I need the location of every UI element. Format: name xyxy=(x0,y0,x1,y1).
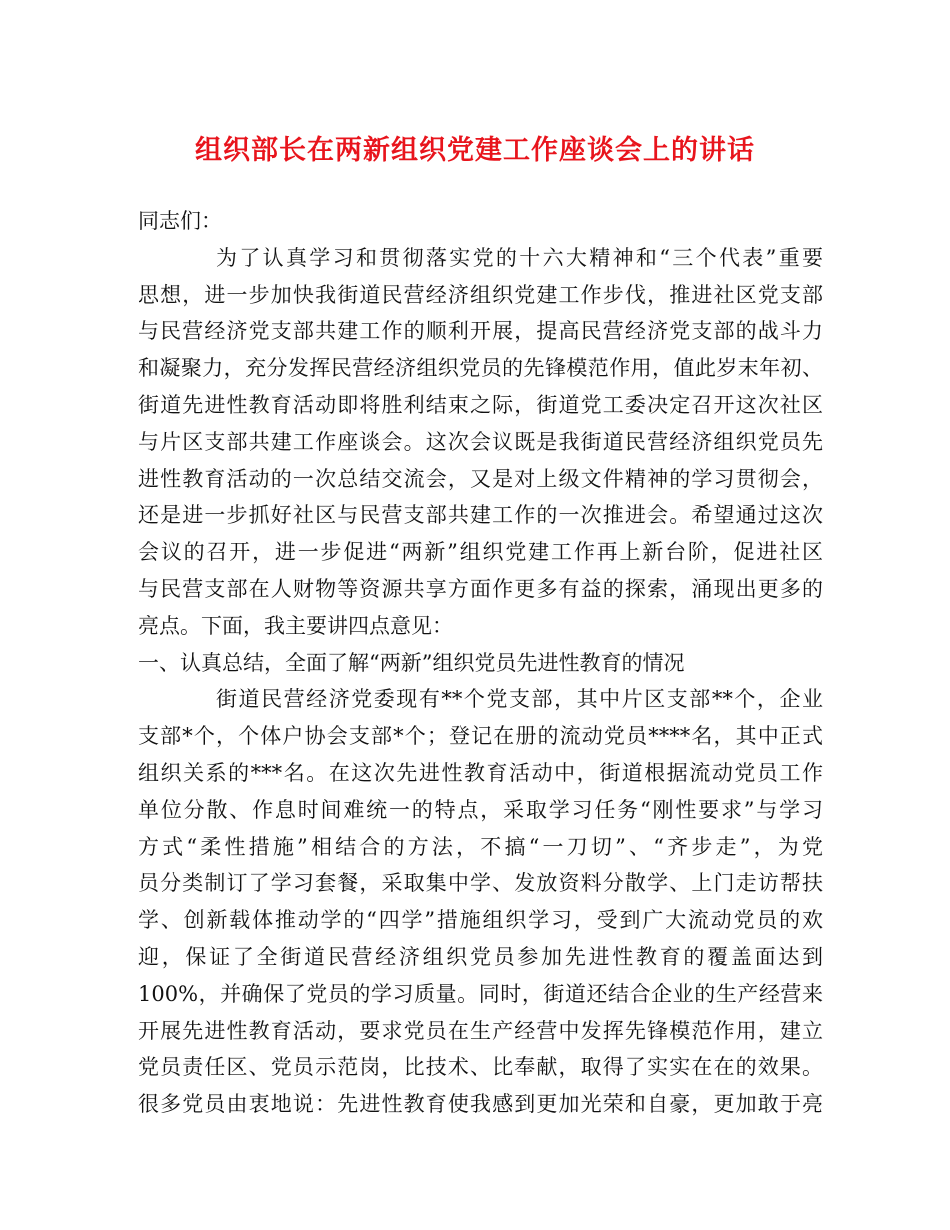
paragraph-line: 会议的召开，进一步促进“两新”组织党建工作再上新台阶，促进社区 xyxy=(138,540,823,565)
paragraph-line: 党员责任区、党员示范岗，比技术、比奉献，取得了实实在在的效果。 xyxy=(138,1055,823,1080)
paragraph-line: 进性教育活动的一次总结交流会，又是对上级文件精神的学习贯彻会， xyxy=(138,466,823,491)
paragraph-line: 为了认真学习和贯彻落实党的十六大精神和“三个代表”重要 xyxy=(216,245,823,270)
paragraph-line: 与民营经济党支部共建工作的顺利开展，提高民营经济党支部的战斗力 xyxy=(138,319,823,344)
paragraph-line: 员分类制订了学习套餐，采取集中学、发放资料分散学、上门走访帮扶 xyxy=(138,871,823,896)
paragraph-line: 和凝聚力，充分发挥民营经济组织党员的先锋模范作用，值此岁末年初、 xyxy=(138,356,823,381)
paragraph-line: 方式“柔性措施”相结合的方法，不搞“一刀切”、“齐步走”，为党 xyxy=(138,834,823,859)
paragraph-line: 学、创新载体推动学的“四学”措施组织学习，受到广大流动党员的欢 xyxy=(138,908,823,933)
paragraph-line: 与片区支部共建工作座谈会。这次会议既是我街道民营经济组织党员先 xyxy=(138,429,823,454)
paragraph-line: 100%，并确保了党员的学习质量。同时，街道还结合企业的生产经营来 xyxy=(138,981,823,1006)
paragraph-line: 街道民营经济党委现有**个党支部，其中片区支部**个，企业 xyxy=(216,687,823,712)
section-heading: 一、认真总结，全面了解“两新”组织党员先进性教育的情况 xyxy=(138,650,685,675)
paragraph-line: 亮点。下面，我主要讲四点意见： xyxy=(138,613,453,638)
paragraph-line: 开展先进性教育活动，要求党员在生产经营中发挥先锋模范作用，建立 xyxy=(138,1018,823,1043)
paragraph-line: 组织关系的***名。在这次先进性教育活动中，街道根据流动党员工作 xyxy=(138,760,823,785)
paragraph-line: 支部*个，个体户协会支部*个；登记在册的流动党员****名，其中正式 xyxy=(138,724,823,749)
document-title: 组织部长在两新组织党建工作座谈会上的讲话 xyxy=(195,135,755,166)
paragraph-line: 迎，保证了全街道民营经济组织党员参加先进性教育的覆盖面达到 xyxy=(138,944,823,969)
paragraph-line: 还是进一步抓好社区与民营支部共建工作的一次推进会。希望通过这次 xyxy=(138,503,823,528)
document-body xyxy=(138,203,823,1123)
paragraph-line: 与民营支部在人财物等资源共享方面作更多有益的探索，涌现出更多的 xyxy=(138,576,823,601)
salutation: 同志们： xyxy=(138,209,222,233)
paragraph-line: 很多党员由衷地说：先进性教育使我感到更加光荣和自豪，更加敢于亮 xyxy=(138,1092,823,1117)
paragraph-line: 单位分散、作息时间难统一的特点，采取学习任务“刚性要求”与学习 xyxy=(138,797,823,822)
paragraph-line: 思想，进一步加快我街道民营经济组织党建工作步伐，推进社区党支部 xyxy=(138,282,823,307)
paragraph-line: 街道先进性教育活动即将胜利结束之际，街道党工委决定召开这次社区 xyxy=(138,392,823,417)
